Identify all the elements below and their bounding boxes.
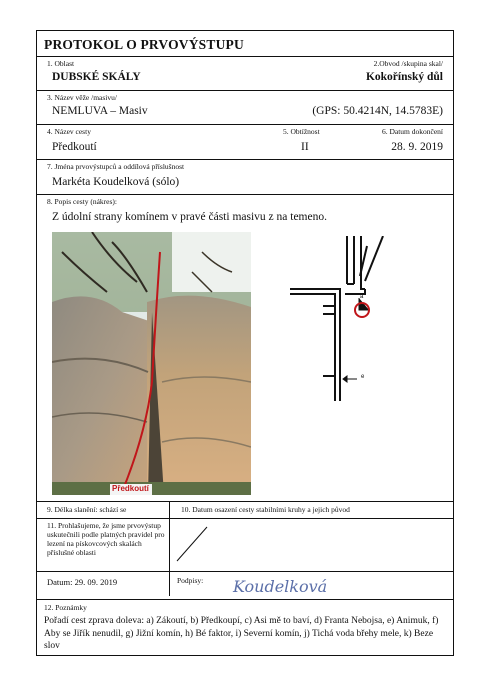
gps-value: (GPS: 50.4214N, 14.5783E) bbox=[312, 105, 443, 117]
photo-route-label: Předkoutí bbox=[112, 484, 149, 493]
divider bbox=[37, 571, 453, 572]
sketch-marker-e: e bbox=[361, 374, 365, 380]
description-value: Z údolní strany komínem v pravé části masivu z na temeno. bbox=[52, 211, 327, 223]
district-label: 2.Obvod /skupina skal/ bbox=[373, 59, 443, 68]
date-value: Datum: 29. 09. 2019 bbox=[47, 577, 118, 587]
rappel-label: 9. Délka slanění: schází se bbox=[47, 505, 127, 514]
divider bbox=[37, 124, 453, 125]
divider bbox=[37, 194, 453, 195]
route-photo bbox=[52, 232, 251, 495]
route-name-value: Předkoutí bbox=[52, 141, 97, 153]
divider bbox=[169, 501, 170, 596]
tower-value: NEMLUVA – Masiv bbox=[52, 105, 148, 117]
divider bbox=[37, 599, 453, 600]
divider bbox=[37, 159, 453, 160]
difficulty-label: 5. Obtížnost bbox=[283, 127, 320, 136]
signature-label: Podpisy: bbox=[177, 576, 204, 585]
sketch-marker-b: b bbox=[359, 305, 363, 311]
declaration-text: 11. Prohlašujeme, že jsme prvovýstup uskutečnili podle platných pravidel pro lezení na pískovcových skalách příslušné oblasti bbox=[47, 521, 165, 557]
divider bbox=[37, 501, 453, 502]
notes-value: Pořadí cest zprava doleva: a) Zákoutí, b) Předkoupí, c) Asi mě to baví, d) Franta Nebojsa, e) Animuk, f) Aby se Jiřík nenudil, g) Jižní komín, h) Bé faktor, i) Severní komín, j) Tichá voda břehy mele, k) Beze slov bbox=[44, 616, 439, 651]
district-value: Kokořínský důl bbox=[365, 71, 443, 83]
divider bbox=[37, 90, 453, 91]
difficulty-value: II bbox=[301, 141, 309, 153]
notes-label: 12. Poznámky bbox=[44, 603, 87, 612]
divider bbox=[37, 518, 453, 519]
description-label: 8. Popis cesty (nákres): bbox=[47, 197, 117, 206]
strike-line bbox=[172, 523, 212, 570]
date-done-value: 28. 9. 2019 bbox=[391, 141, 443, 153]
tower-label: 3. Název věže /masivu/ bbox=[47, 93, 117, 102]
climbers-value: Markéta Koudelková (sólo) bbox=[52, 176, 180, 188]
protocol-form bbox=[36, 30, 454, 656]
climbers-label: 7. Jména prvovýstupců a oddílová příslušnost bbox=[47, 162, 185, 171]
area-label: 1. Oblast bbox=[47, 59, 75, 68]
area-value: DUBSKÉ SKÁLY bbox=[52, 71, 141, 83]
route-name-label: 4. Název cesty bbox=[47, 127, 91, 136]
form-title: PROTOKOL O PRVOVÝSTUPU bbox=[44, 37, 244, 52]
signature: Koudelková bbox=[233, 577, 328, 596]
anchors-label: 10. Datum osazení cesty stabilními kruhy a jejich původ bbox=[181, 505, 350, 514]
sketch-marker-a: a bbox=[360, 294, 364, 300]
date-done-label: 6. Datum dokončení bbox=[381, 127, 443, 136]
route-sketch bbox=[285, 236, 395, 406]
divider bbox=[37, 56, 453, 57]
